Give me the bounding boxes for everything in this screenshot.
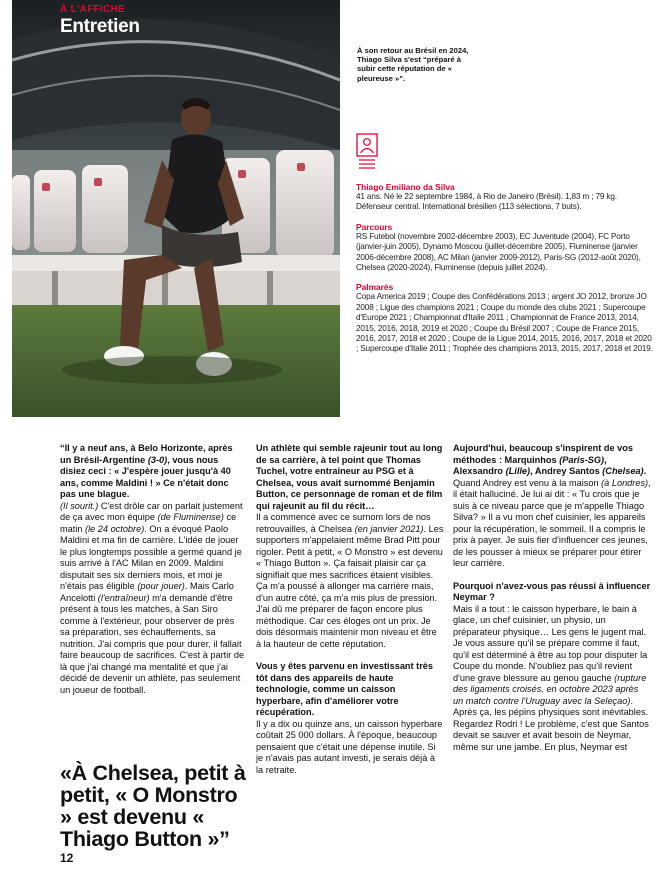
question-3: Vous y êtes parvenu en investissant très tôt dans des appareils de haute technologie, comme un caisson hyperbare, afin d'améliorer votre récupération. <box>256 661 434 717</box>
career-heading: Parcours <box>356 221 393 232</box>
honours-heading: Palmarès <box>356 282 394 293</box>
question-1: “Il y a neuf ans, à Belo Horizonte, après un Brésil-Argentine (3-0), vous nous disiez ceci : « J'espère jouer jusqu'à 40 ans, comme Maldini ! » Ce n'était donc pas une blague. <box>60 443 233 499</box>
hero-photo <box>12 0 340 417</box>
section-tag: À L'AFFICHE <box>60 4 126 15</box>
page-number: 12 <box>60 851 74 865</box>
pull-quote: «À Chelsea, petit à petit, « O Monstro » est devenu « Thiago Button »” <box>60 761 246 851</box>
answer-4: Quand Andrey est venu à la maison (à Londres), il était halluciné. Je lui ai dit : « Tu crois que je suis à ce niveau parce que je m'appelle Thiago Silva? » Il a vu mon chef cuisinier, les appareils pour la récupération, le sommeil. Il a compris le prix à payer. Je suis fier d'influencer ces jeunes, de les pousser à mieux se préparer pour étirer leur carrière. <box>453 477 651 568</box>
answer-2: Il a commencé avec ce surnom lors de nos retrouvailles, à Chelsea (en janvier 2021). Les supporters m'appelaient même Brad Pitt pour rigoler. Petit à petit, « O Monstro » est devenu « Thiago Button ». Ça faisait plaisir car ça signifiait que mes sacrifices étaient visibles. Ça m'a poussé à allonger ma carrière mais, d'un autre côté, ça m'a mis plus de pression. J'ai dû me préparer de façon encore plus méthodique. Car ces éloges ont un prix. Je dois désormais maintenir mon niveau et être à la hauteur de cette réputation. <box>256 512 444 649</box>
answer-1: (Il sourit.) C'est drôle car on parlait justement de ça avec mon équipe (de Fluminense) ce matin (le 24 octobre). On a évoqué Paolo Maldini et ma fin de carrière. L'idée de jouer le plus longtemps possible a germé quand je suis arrivé à l'AC Milan en 2009. Maldini disputait ses six derniers mois, et moi je n'étais pas éligible (pour jouer). Mais Carlo Ancelotti (l'entraîneur) m'a demandé d'être présent à tous les matches, à San Siro comme à l'extérieur, pour observer de près sa préparation, ses échauffements, sa nutrition. J'ai compris que pour durer, il fallait faire beaucoup de sacrifices. C'est à partir de là que j'ai changé ma mentalité et que j'ai décidé de devenir un athlète, pas seulement un joueur de football. <box>60 500 245 695</box>
article-column-2 <box>256 443 444 776</box>
question-2: Un athlète qui semble rajeunir tout au long de sa carrière, à tel point que Thomas Tuchel, votre entraîneur au PSG et à Chelsea, vous avait surnommé Benjamin Button, ce personnage de roman et de film qui rajeunit au fil du récit… <box>256 443 443 511</box>
player-bio: 41 ans. Né le 22 septembre 1984, à Rio de Janeiro (Brésil). 1,83 m ; 79 kg. Défenseur central. International brésilien (113 sélections, 7 buts). <box>356 192 617 212</box>
player-name: Thiago Emiliano da Silva <box>356 182 455 192</box>
answer-3: Il y a dix ou quinze ans, un caisson hyperbare coûtait 25 000 dollars. À l'époque, beaucoup pensaient que c'était une dépense inutile. Si je n'avais pas autant investi, je serais déjà à la retraite. <box>256 718 443 775</box>
photo-caption: À son retour au Brésil en 2024, Thiago Silva s'est “préparé à subir cette réputation de « pleureuse »”. <box>357 46 469 83</box>
honours-text: Copa America 2019 ; Coupe des Confédérations 2013 ; argent JO 2012, bronze JO 2008 ; Ligue des champions 2021 ; Coupe du monde des clubs 2021 ; Supercoupe d'Europe 2021 ; Championnat d'Italie 2011 ; Championnat de France 2013, 2014, 2015, 2016, 2018, 2019 et 2020 ; Coupe du Brésil 2007 ; Coupe de France 2015, 2016, 2017, 2018 et 2020 ; Coupe de la Ligue 2014, 2015, 2016, 2017, 2018 et 2020 ; Supercoupe d'Italie 2011 ; Trophée des champions 2013, 2015, 2017, 2018 et 2019. <box>356 292 653 354</box>
player-factsheet <box>356 182 654 355</box>
stadium-bench-photo <box>12 0 340 417</box>
career-text: RS Futebol (novembre 2002-décembre 2003), EC Juventude (2004), FC Porto (janvier-juin 2005), Dynamo Moscou (juillet-décembre 2005), Fluminense (janvier 2006-décembre 2008), AC Milan (janvier 2009-2012), Paris-SG (2012-août 2020), Chelsea (2020-2024), Fluminense (depuis juillet 2024). <box>356 231 641 273</box>
article-column-3 <box>453 443 651 753</box>
answer-5: Mais il a tout : le caisson hyperbare, le bain à glace, un chef cuisinier, un physio, un préparateur physique… Les gens le jugent mal. Je vous assure qu'il se prépare comme il faut, qu'il est déterminé à être au top pour disputer la Coupe du monde. N'oubliez pas qu'il revient d'une grave blessure au genou gauche (rupture des ligaments croisés, en octobre 2023 après un match contre l'Uruguay avec la Seleçao). Après ça, les pépins physiques sont inévitables. Regardez Rodri ! Le problème, c'est que Santos devait se sauver et avait besoin de Neymar, même sur une jambe. En plus, Neymar est <box>453 603 649 752</box>
section-title: Entretien <box>60 16 140 37</box>
article-column-1 <box>60 443 246 696</box>
question-5: Pourquoi n'avez-vous pas réussi à influencer Neymar ? <box>453 580 651 602</box>
question-4: Aujourd'hui, beaucoup s'inspirent de vos méthodes : Marquinhos (Paris-SG), Alexsandro (Lille), Andrey Santos (Chelsea). <box>453 443 647 476</box>
profile-card-icon <box>356 133 378 171</box>
